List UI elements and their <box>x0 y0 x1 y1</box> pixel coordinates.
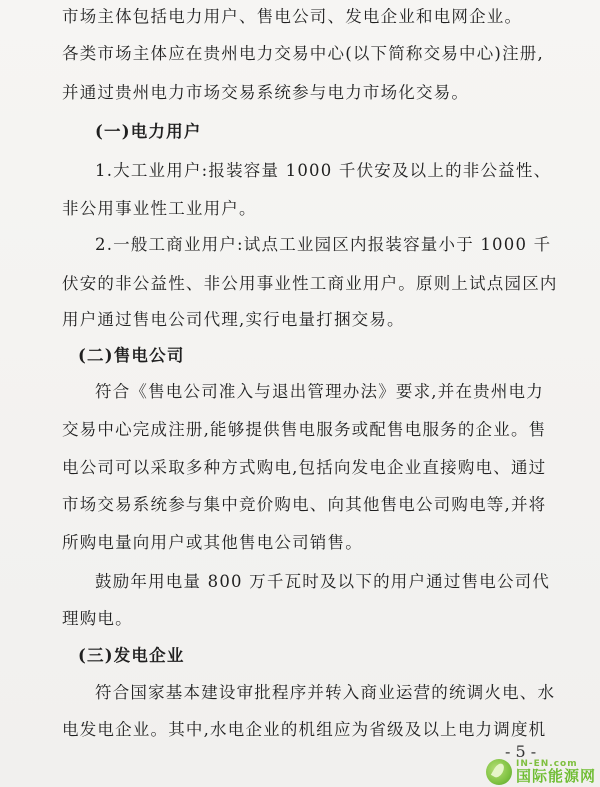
text-line: 市场交易系统参与集中竞价购电、向其他售电公司购电等,并将 <box>62 495 547 514</box>
watermark-en: IN-EN.com <box>515 759 578 769</box>
text-line: 非公用事业性工业用户。 <box>62 199 257 218</box>
text-line: 2.一般工商业用户:试点工业园区内报装容量小于 1000 千 <box>95 235 552 254</box>
section-heading: (三)发电企业 <box>78 646 185 665</box>
text-line: 所购电量向用户或其他售电公司销售。 <box>62 533 363 552</box>
text-line: 各类市场主体应在贵州电力交易中心(以下简称交易中心)注册, <box>62 44 544 63</box>
watermark-logo <box>486 759 596 785</box>
section-heading: (一)电力用户 <box>95 122 202 141</box>
text-line: 交易中心完成注册,能够提供售电服务或配售电服务的企业。售 <box>62 420 547 439</box>
text-line: 伏安的非公益性、非公用事业性工商业用户。原则上试点园区内 <box>62 274 558 293</box>
text-line: 鼓励年用电量 800 万千瓦时及以下的用户通过售电公司代 <box>95 572 551 591</box>
page-number: - 5 - <box>505 742 537 761</box>
section-heading: (二)售电公司 <box>78 346 185 365</box>
text-line: 1.大工业用户:报装容量 1000 千伏安及以上的非公益性、 <box>95 161 552 180</box>
text-line: 符合《售电公司准入与退出管理办法》要求,并在贵州电力 <box>95 382 544 401</box>
text-line: 理购电。 <box>62 609 133 628</box>
text-line: 电发电企业。其中,水电企业的机组应为省级及以上电力调度机 <box>62 720 547 739</box>
text-line: 并通过贵州电力市场交易系统参与电力市场化交易。 <box>62 83 470 102</box>
text-line: 符合国家基本建设审批程序并转入商业运营的统调火电、水 <box>95 683 556 702</box>
text-line: 市场主体包括电力用户、售电公司、发电企业和电网企业。 <box>62 7 523 26</box>
text-line: 电公司可以采取多种方式购电,包括向发电企业直接购电、通过 <box>62 458 547 477</box>
leaf-globe-icon <box>486 759 512 785</box>
text-line: 用户通过售电公司代理,实行电量打捆交易。 <box>62 310 405 329</box>
watermark-cn: 国际能源网 <box>515 767 596 785</box>
